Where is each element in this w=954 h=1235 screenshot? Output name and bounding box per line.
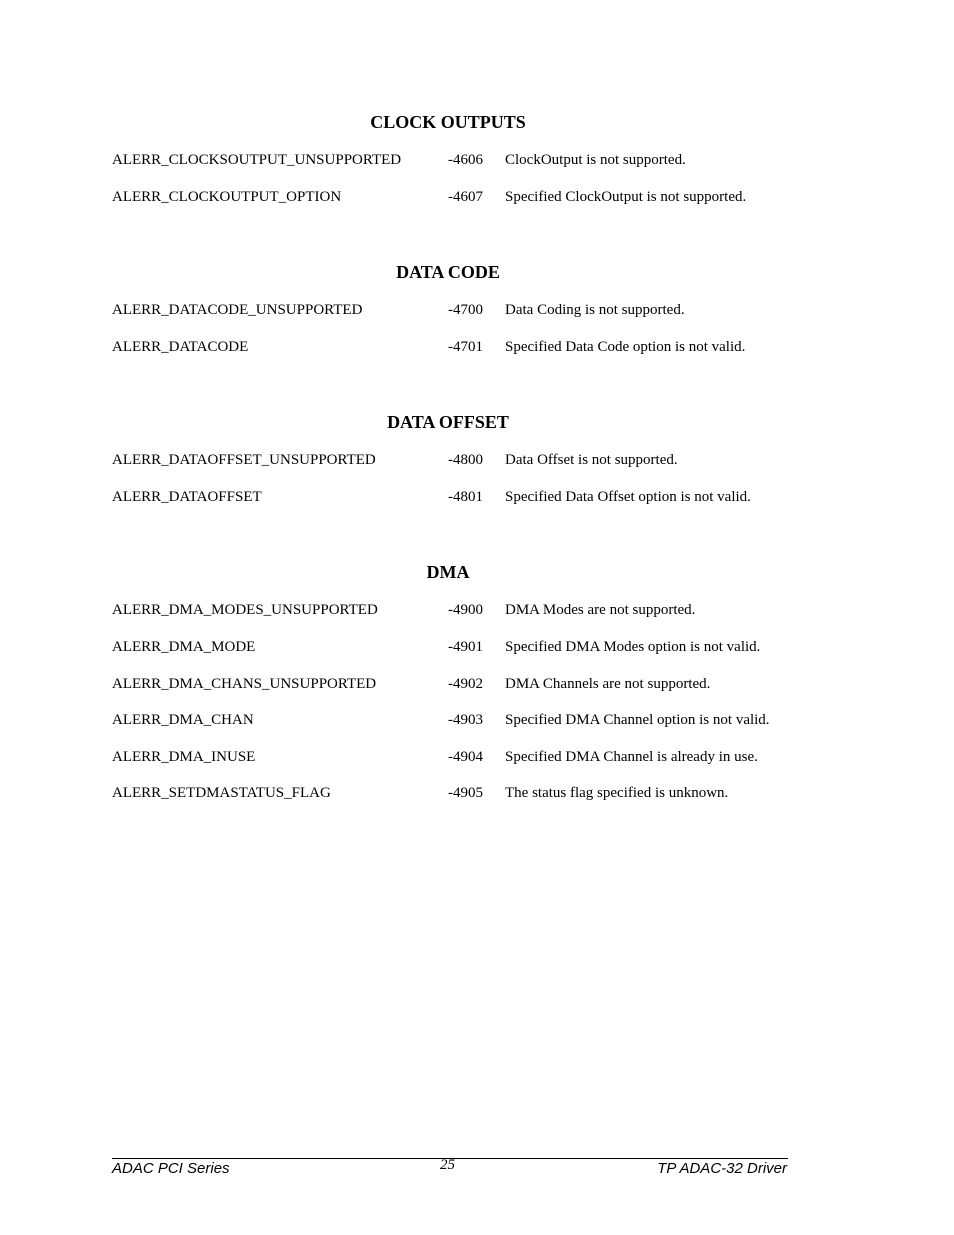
error-name: ALERR_CLOCKSOUTPUT_UNSUPPORTED [112, 152, 402, 168]
table-row [112, 676, 812, 696]
table-row [112, 712, 812, 732]
error-description: DMA Modes are not supported. [505, 602, 696, 618]
error-description: Specified ClockOutput is not supported. [505, 189, 747, 205]
error-description: Data Offset is not supported. [505, 452, 678, 468]
error-description: Specified Data Code option is not valid. [505, 339, 746, 355]
error-description: The status flag specified is unknown. [505, 785, 729, 801]
error-code: -4900 [448, 602, 483, 618]
table-row [112, 339, 812, 359]
error-code: -4904 [448, 749, 483, 765]
error-code: -4606 [448, 152, 483, 168]
error-code: -4801 [448, 489, 483, 505]
error-code: -4901 [448, 639, 483, 655]
page-number: 25 [440, 1157, 455, 1173]
table-row [112, 452, 812, 472]
error-name: ALERR_DMA_INUSE [112, 749, 256, 765]
error-name: ALERR_SETDMASTATUS_FLAG [112, 785, 331, 801]
error-name: ALERR_DATAOFFSET [112, 489, 262, 505]
table-row [112, 602, 812, 622]
error-code: -4800 [448, 452, 483, 468]
error-description: Specified DMA Channel is already in use. [505, 749, 758, 765]
error-code: -4700 [448, 302, 483, 318]
error-description: DMA Channels are not supported. [505, 676, 711, 692]
table-row [112, 189, 812, 209]
table-row [112, 749, 812, 769]
error-code: -4903 [448, 712, 483, 728]
table-row [112, 785, 812, 805]
error-name: ALERR_DMA_MODE [112, 639, 256, 655]
table-row [112, 489, 812, 509]
section-title-data-code: DATA CODE [396, 262, 500, 282]
footer-series: ADAC PCI Series [112, 1160, 230, 1177]
error-name: ALERR_DMA_CHANS_UNSUPPORTED [112, 676, 377, 692]
section-title-clock-outputs: CLOCK OUTPUTS [370, 112, 526, 132]
error-description: ClockOutput is not supported. [505, 152, 686, 168]
section-title-data-offset: DATA OFFSET [387, 412, 509, 432]
error-code: -4701 [448, 339, 483, 355]
error-name: ALERR_DMA_CHAN [112, 712, 254, 728]
error-description: Specified DMA Channel option is not valid. [505, 712, 770, 728]
error-code: -4607 [448, 189, 483, 205]
error-name: ALERR_DMA_MODES_UNSUPPORTED [112, 602, 378, 618]
table-row [112, 302, 812, 322]
error-name: ALERR_DATACODE [112, 339, 249, 355]
error-name: ALERR_DATAOFFSET_UNSUPPORTED [112, 452, 376, 468]
error-description: Data Coding is not supported. [505, 302, 685, 318]
table-row [112, 152, 812, 172]
error-code: -4905 [448, 785, 483, 801]
footer-driver-title: TP ADAC-32 Driver [657, 1160, 787, 1177]
table-row [112, 639, 812, 659]
error-name: ALERR_DATACODE_UNSUPPORTED [112, 302, 363, 318]
error-code: -4902 [448, 676, 483, 692]
error-name: ALERR_CLOCKOUTPUT_OPTION [112, 189, 342, 205]
error-description: Specified DMA Modes option is not valid. [505, 639, 761, 655]
error-description: Specified Data Offset option is not valid. [505, 489, 751, 505]
section-title-dma: DMA [426, 562, 470, 582]
